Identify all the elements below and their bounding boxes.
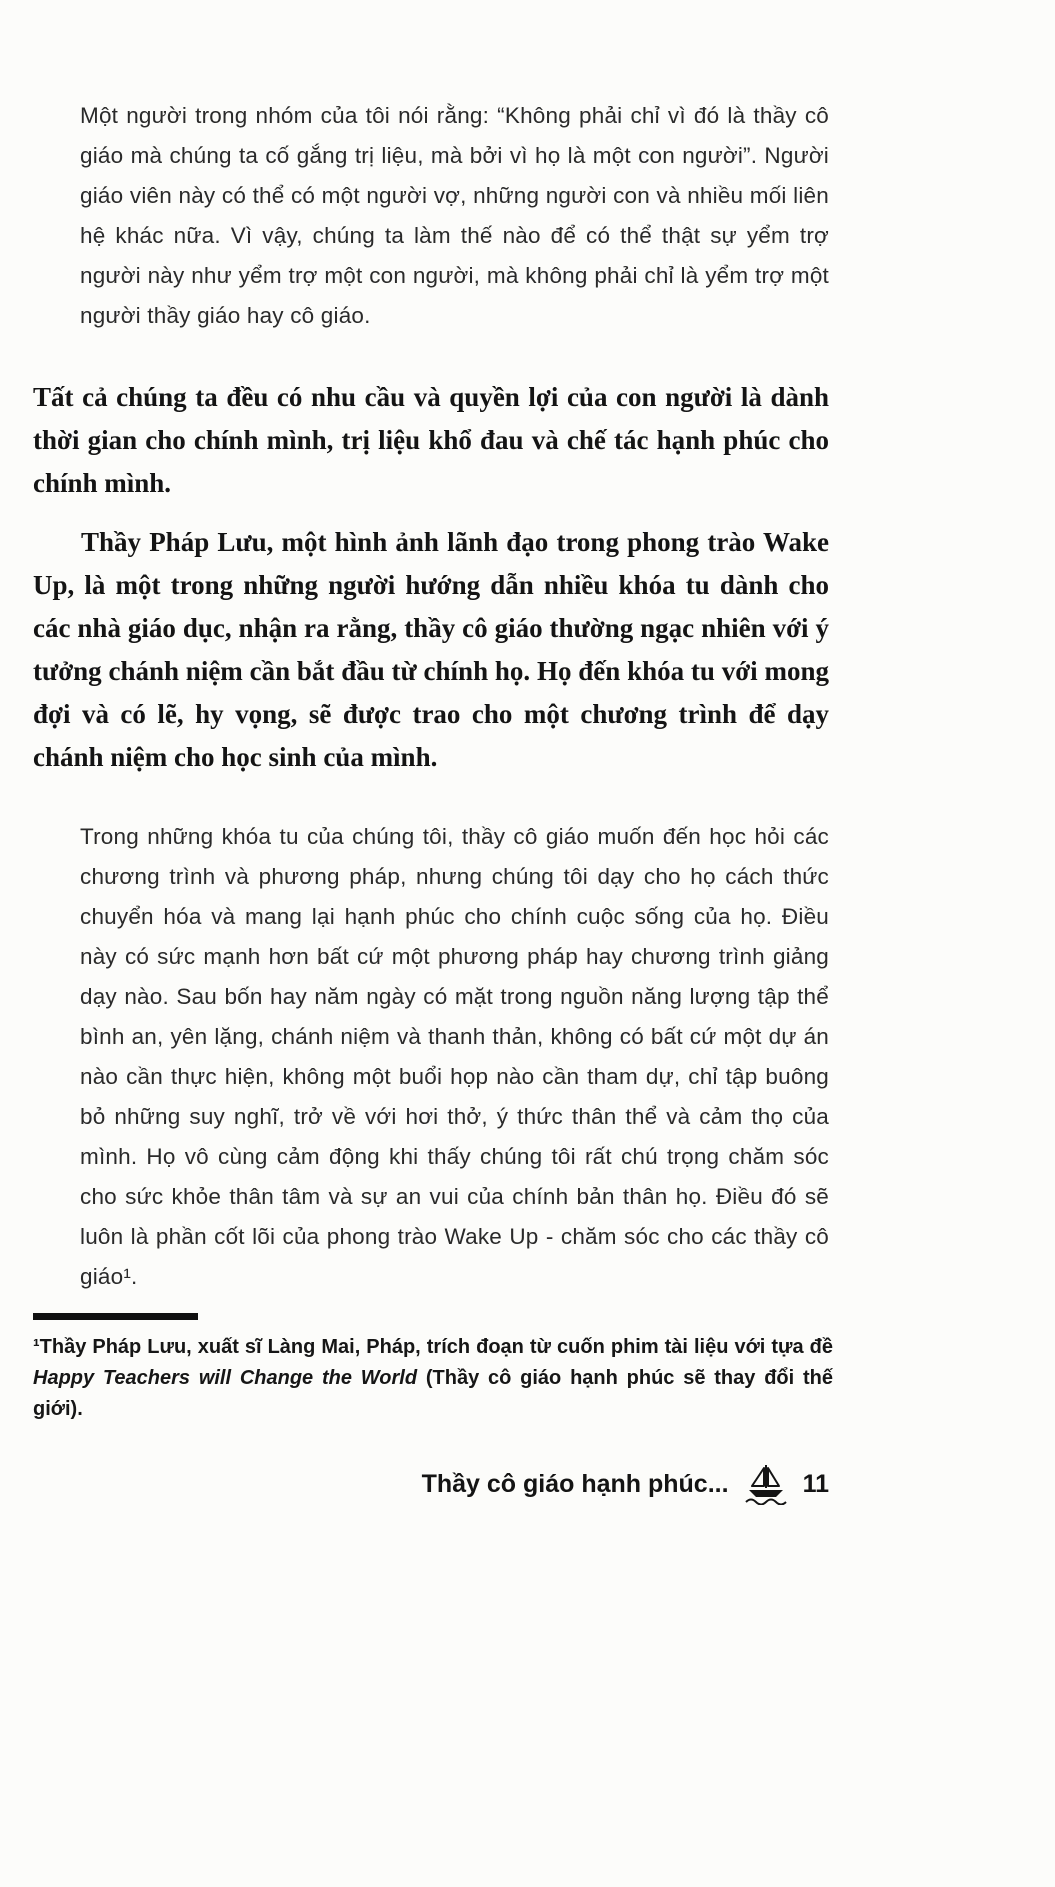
footnote-title-italic: Happy Teachers will Change the World bbox=[33, 1367, 418, 1389]
paragraph-1: Tất cả chúng ta đều có nhu cầu và quyền lợi của con người là dành thời gian cho chính mình, trị liệu khổ đau và chế tác hạnh phúc cho chính mình. bbox=[33, 382, 829, 498]
footnote bbox=[33, 1332, 833, 1425]
footnote-text-2: (Thầy cô giáo hạnh phúc sẽ thay đổi thế giới). bbox=[33, 1367, 833, 1420]
sailboat-icon bbox=[743, 1463, 789, 1505]
running-footer-title: Thầy cô giáo hạnh phúc... bbox=[421, 1469, 729, 1498]
page-number: 11 bbox=[802, 1469, 829, 1498]
footnote-separator bbox=[33, 1313, 198, 1320]
block-quote-2: Trong những khóa tu của chúng tôi, thầy cô giáo muốn đến học hỏi các chương trình và phương pháp, nhưng chúng tôi dạy cho họ cách thức chuyển hóa và mang lại hạnh phúc cho chính cuộc sống của họ. Điều này có sức mạnh hơn bất cứ một phương pháp hay chương trình giảng dạy nào. Sau bốn hay năm ngày có mặt trong nguồn năng lượng tập thể bình an, yên lặng, chánh niệm và thanh thản, không có bất cứ một dự án nào cần thực hiện, không một buổi họp nào cần tham dự, chỉ tập buông bỏ những suy nghĩ, trở về với hơi thở, ý thức thân thể và cảm thọ của mình. Họ vô cùng cảm động khi thấy chúng tôi rất chú trọng chăm sóc cho sức khỏe thân tâm và sự an vui của chính bản thân họ. Điều đó sẽ luôn là phần cốt lõi của phong trào Wake Up - chăm sóc cho các thầy cô giáo¹. bbox=[80, 824, 829, 1289]
page-content bbox=[33, 96, 833, 1505]
page-footer bbox=[33, 1463, 829, 1505]
footnote-text-1: ¹Thầy Pháp Lưu, xuất sĩ Làng Mai, Pháp, trích đoạn từ cuốn phim tài liệu với tựa đề bbox=[33, 1336, 833, 1358]
block-quote-1: Một người trong nhóm của tôi nói rằng: “Không phải chỉ vì đó là thầy cô giáo mà chúng ta cố gắng trị liệu, mà bởi vì họ là một con người”. Người giáo viên này có thể có một người vợ, những người con và nhiều mối liên hệ khác nữa. Vì vậy, chúng ta làm thế nào để có thể thật sự yểm trợ người này như yểm trợ một con người, mà không phải chỉ là yểm trợ một người thầy giáo hay cô giáo. bbox=[80, 103, 829, 328]
paragraph-2: Thầy Pháp Lưu, một hình ảnh lãnh đạo trong phong trào Wake Up, là một trong những người hướng dẫn nhiều khóa tu dành cho các nhà giáo dục, nhận ra rằng, thầy cô giáo thường ngạc nhiên với ý tưởng chánh niệm cần bắt đầu từ chính họ. Họ đến khóa tu với mong đợi và có lẽ, hy vọng, sẽ được trao cho một chương trình để dạy chánh niệm cho học sinh của mình. bbox=[33, 527, 829, 772]
